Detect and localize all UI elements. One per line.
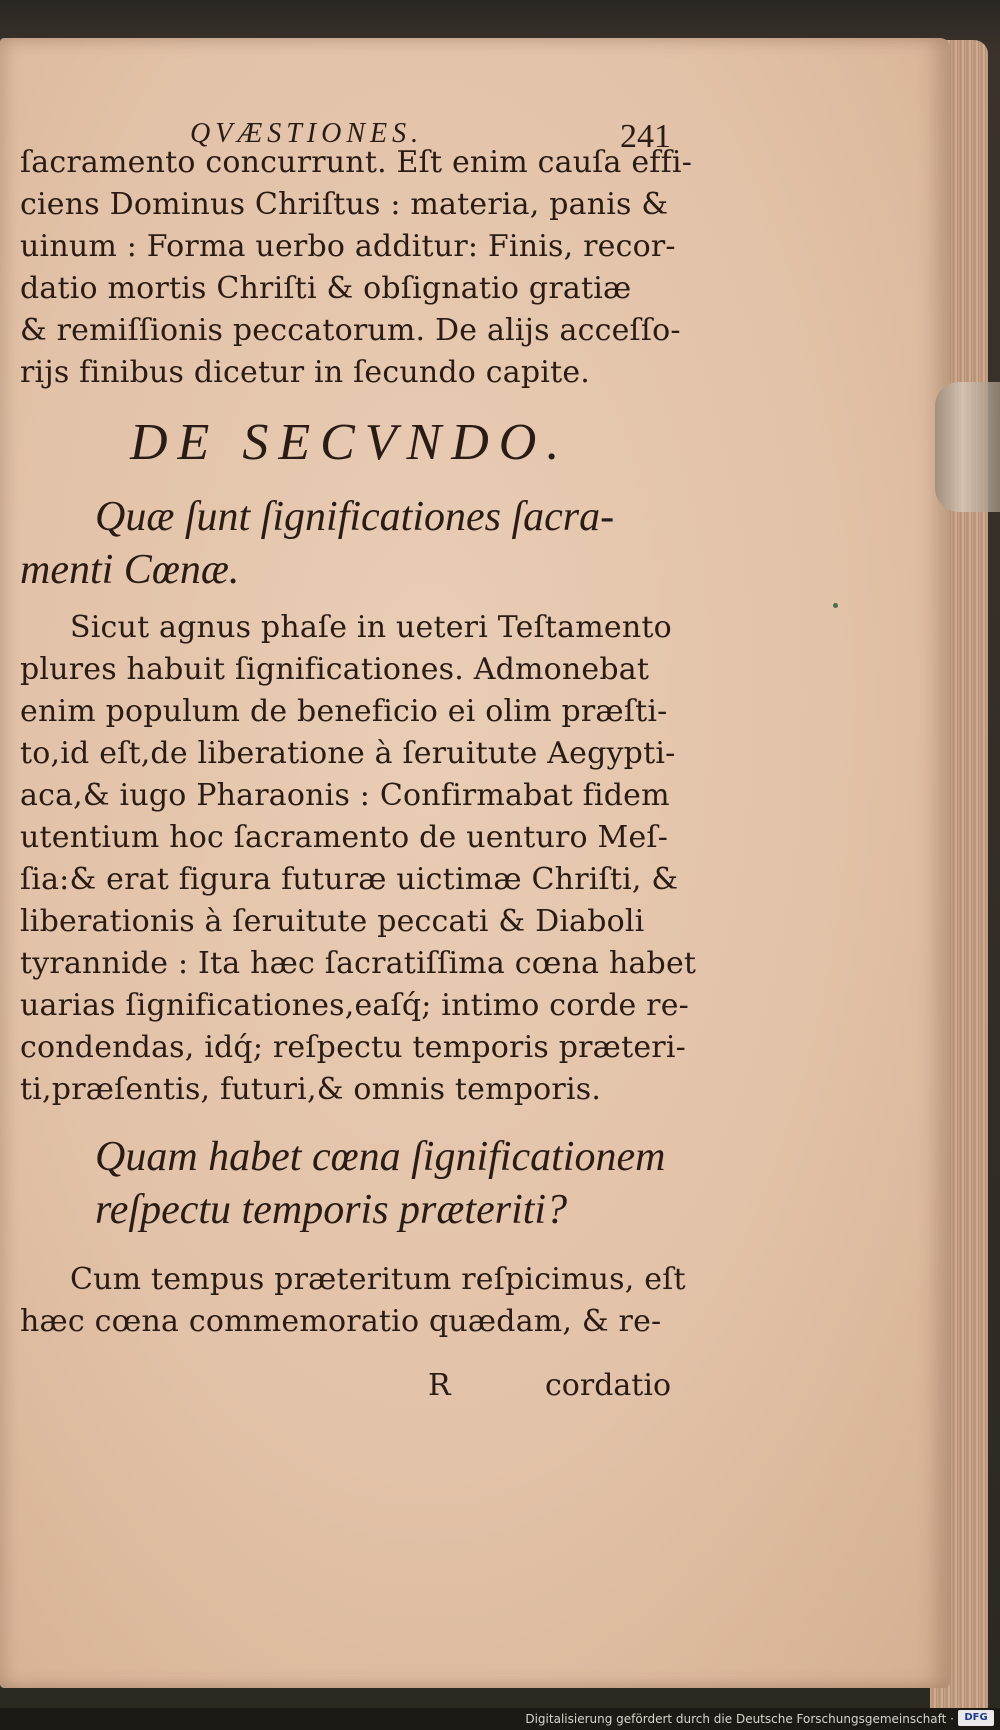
- body-line: ti,præſentis, futuri,& omnis temporis.: [20, 1072, 602, 1107]
- catchword: cordatio: [545, 1368, 672, 1403]
- footer-credit: Digitalisierung gefördert durch die Deutsche Forschungsgemeinschaft ·: [525, 1712, 954, 1726]
- running-head: QVÆSTIONES.: [190, 118, 424, 149]
- question-heading-line: menti Cœnæ.: [20, 547, 240, 593]
- question-heading-line: Quæ ſunt ſignificationes ſacra-: [95, 494, 615, 540]
- body-line: utentium hoc ſacramento de uenturo Meſ-: [20, 820, 669, 855]
- page-content: [0, 38, 950, 1688]
- signature-mark: R: [428, 1368, 451, 1403]
- body-line: condendas, idq́; reſpectu temporis præteri-: [20, 1030, 686, 1065]
- body-line: & remiſſionis peccatorum. De alijs acceſſo-: [20, 313, 681, 348]
- book-page: [0, 38, 950, 1688]
- page-tab-clip: [935, 382, 1000, 512]
- body-line: liberationis à ſeruitute peccati & Diaboli: [20, 904, 645, 939]
- page-number: 241: [620, 118, 671, 155]
- body-line: hæc cœna commemoratio quædam, & re-: [20, 1304, 662, 1339]
- body-line: tyrannide : Ita hæc ſacratiſſima cœna habet: [20, 946, 697, 981]
- body-line: enim populum de beneficio ei olim præſti-: [20, 694, 668, 729]
- body-line: aca,& iugo Pharaonis : Confirmabat fidem: [20, 778, 670, 813]
- body-line: rijs finibus dicetur in ſecundo capite.: [20, 355, 591, 390]
- section-heading: DE SECVNDO.: [130, 414, 570, 471]
- question-heading-line: Quam habet cœna ſignificationem: [95, 1134, 666, 1180]
- body-line: uinum : Forma uerbo additur: Finis, recor-: [20, 229, 676, 264]
- body-line: ſacramento concurrunt. Eſt enim cauſa effi-: [20, 145, 693, 180]
- body-line: ciens Dominus Chriſtus : materia, panis &: [20, 187, 669, 222]
- dfg-logo-icon: DFG: [958, 1710, 994, 1726]
- body-line: ſia:& erat figura futuræ uictimæ Chriſti, &: [20, 862, 679, 897]
- body-line: Sicut agnus phaſe in ueteri Teſtamento: [70, 610, 672, 645]
- body-line: Cum tempus præteritum reſpicimus, eſt: [70, 1262, 686, 1297]
- paper-speck: [833, 603, 838, 608]
- body-line: plures habuit ſignificationes. Admonebat: [20, 652, 650, 687]
- body-line: uarias ſignificationes,eaſq́; intimo corde re-: [20, 988, 690, 1023]
- question-heading-line: reſpectu temporis præteriti?: [95, 1187, 568, 1233]
- body-line: datio mortis Chriſti & obſignatio gratiæ: [20, 271, 632, 306]
- body-line: to,id eſt,de liberatione à ſeruitute Aegypti-: [20, 736, 676, 771]
